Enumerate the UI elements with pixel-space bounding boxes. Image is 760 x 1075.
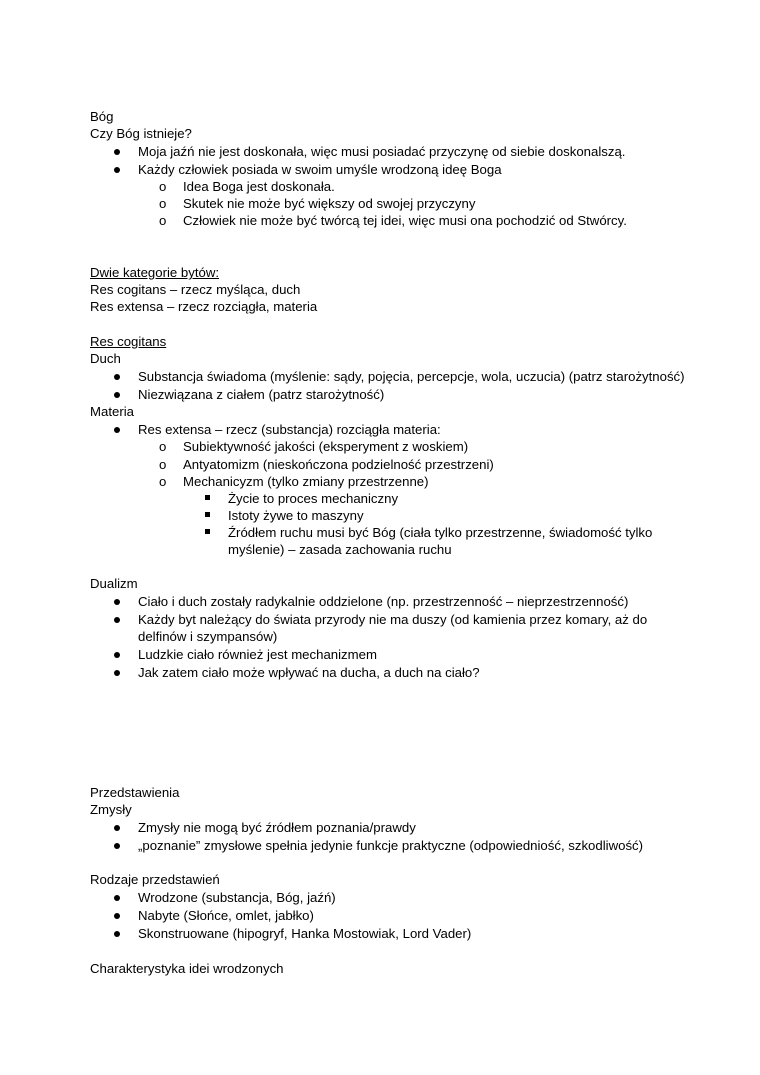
categories-line: Res cogitans – rzecz myśląca, duch: [90, 282, 301, 297]
square-bullet-icon: [205, 512, 210, 517]
bullet-dot-icon: [114, 670, 120, 676]
dualism-heading: Dualizm: [90, 576, 138, 591]
bullet-dot-icon: [114, 599, 120, 605]
circle-bullet-icon: o: [159, 457, 167, 472]
bullet-dot-icon: [114, 167, 120, 173]
res-cogitans-heading: Res cogitans: [90, 334, 167, 349]
representations-heading: Przedstawienia: [90, 785, 180, 800]
bullet-dot-icon: [114, 392, 120, 398]
bullet-dot-icon: [114, 652, 120, 658]
categories-heading: Dwie kategorie bytów:: [90, 265, 220, 280]
bullet-dot-icon: [114, 913, 120, 919]
square-bullet-icon: [205, 495, 210, 500]
categories-line: Res extensa – rzecz rozciągła, materia: [90, 299, 318, 314]
bullet-dot-icon: [114, 825, 120, 831]
senses-label: Zmysły: [90, 802, 132, 817]
bullet-dot-icon: [114, 374, 120, 380]
circle-bullet-icon: o: [159, 474, 167, 489]
duch-label: Duch: [90, 351, 121, 366]
circle-bullet-icon: o: [159, 179, 167, 194]
bullet-dot-icon: [114, 931, 120, 937]
circle-bullet-icon: o: [159, 196, 167, 211]
innate-ideas-heading: Charakterystyka idei wrodzonych: [90, 961, 284, 976]
question-god-exists: Czy Bóg istnieje?: [90, 126, 192, 141]
materia-label: Materia: [90, 404, 134, 419]
circle-bullet-icon: o: [159, 439, 167, 454]
bullet-dot-icon: [114, 895, 120, 901]
circle-bullet-icon: o: [159, 213, 167, 228]
section-title-god: Bóg: [90, 109, 114, 124]
types-heading: Rodzaje przedstawień: [90, 872, 220, 887]
bullet-dot-icon: [114, 617, 120, 623]
bullet-dot-icon: [114, 427, 120, 433]
bullet-dot-icon: [114, 149, 120, 155]
square-bullet-icon: [205, 529, 210, 534]
bullet-dot-icon: [114, 843, 120, 849]
document-page: Bóg Czy Bóg istnieje? Moja jaźń nie jest doskonała, więc musi posiadać przyczynę od siebie doskonalszą. Każdy człowiek posiada w swoim umyśle wrodzoną ideę Boga o Idea Boga jest doskonała. o Skutek nie może być większy od swojej przyczyny o Człowiek nie może być twórcą tej idei, więc musi ona pochodzić od Stwórcy. Dwie kategorie bytów: Res cogitans – rzecz myśląca, duch Res extensa – rzecz rozciągła, materia Res cogitans Duch Substancja świadoma (myślenie: sądy, pojęcia, percepcje, wola, uczucia) (patrz starożytność) Niezwiązana z ciałem (patrz starożytność) Materia Res extensa – rzecz (substancja) rozciągła materia: o Subiektywność jakości (eksperyment z woskiem) o Antyatomizm (nieskończona podzielność przestrzeni) o Mechanicyzm (tylko zmiany przestrzenne) Życie to proces mechaniczny Istoty żywe to maszyny Źródłem ruchu musi być Bóg (ciała tylko przestrzenne, świadomość tylko myślenie) – zasada zachowania ruchu Dualizm Ciało i duch zostały radykalnie oddzielone (np. przestrzenność – nieprzestrzenność) Każdy byt należący do świata przyrody nie ma duszy (od kamienia przez komary, aż do delfinów i szympansów) Ludzkie ciało również jest mechanizmem Jak zatem ciało może wpływać na ducha, a duch na ciało? Przedstawienia Zmysły Zmysły nie mogą być źródłem poznania/prawdy „poznanie” zmysłowe spełnia jedynie funkcje praktyczne (odpowiedniość, szkodliwość) Rodzaje przedstawień Wrodzone (substancja, Bóg, jaźń) Nabyte (Słońce, omlet, jabłko) Skonstruowane (hipogryf, Hanka Mostowiak, Lord Vader) Charakterystyka idei wrodzonych: [90, 109, 685, 976]
